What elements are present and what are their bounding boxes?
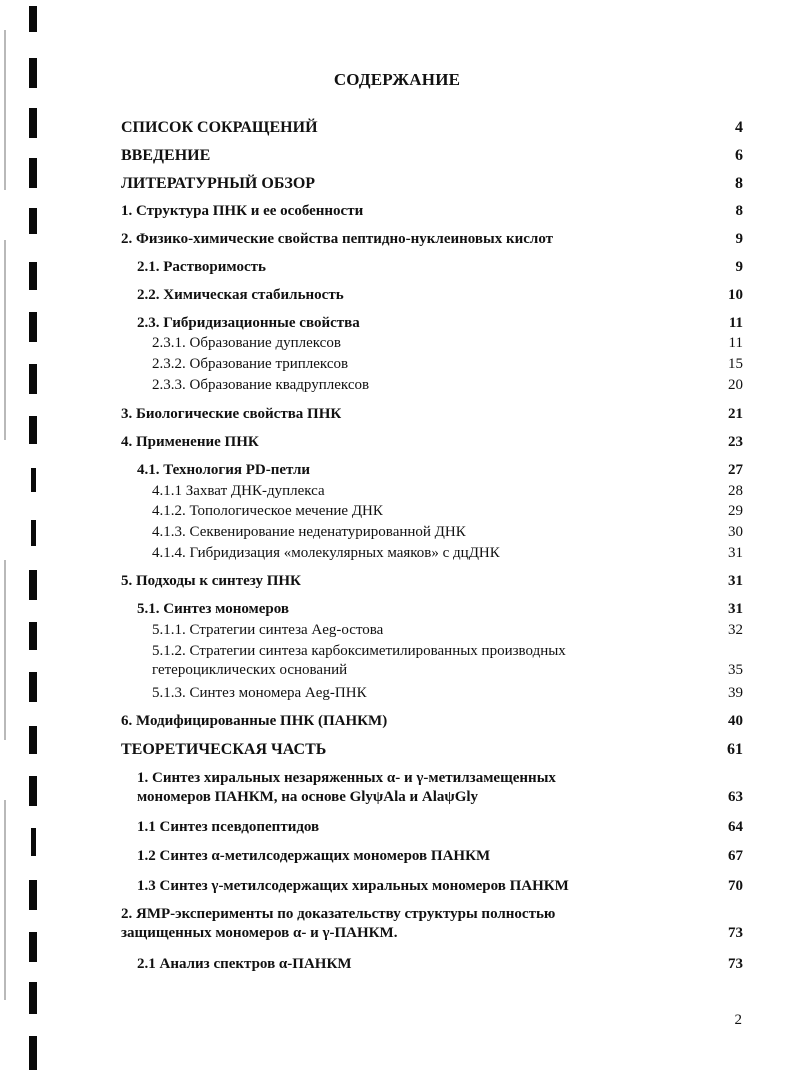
- toc-entry-label: 1. Структура ПНК и ее особенности: [121, 203, 364, 219]
- toc-entry-label: 4.1.4. Гибридизация «молекулярных маяков» с дцДНК: [152, 545, 500, 561]
- toc-entry-label: 1.2 Синтез α-метилсодержащих мономеров ПАНКМ: [137, 848, 491, 864]
- toc-entry: [121, 572, 743, 591]
- toc-entry-page: 31: [728, 601, 743, 617]
- toc-entry-label: [152, 642, 703, 680]
- toc-entry-label: 4.1.1 Захват ДНК-дуплекса: [152, 483, 325, 499]
- toc-entry: [121, 355, 743, 374]
- margin-scribble: [4, 560, 6, 740]
- toc-entry-page: 40: [728, 713, 743, 729]
- toc-entry-page: 28: [728, 483, 743, 499]
- toc-entry: [121, 433, 743, 452]
- toc-entry-page: 70: [728, 878, 743, 894]
- toc-entry: [121, 314, 743, 333]
- toc-entry: [121, 482, 743, 501]
- toc-entry-label: 4.1. Технология PD-петли: [137, 462, 311, 478]
- binding-mark: [29, 622, 37, 650]
- toc-entry: [121, 905, 743, 943]
- toc-entry-page: 15: [728, 356, 743, 372]
- toc-entry-label: 2.1. Растворимость: [137, 259, 266, 275]
- toc-entry: [121, 146, 743, 165]
- toc-entry-label-line: защищенных мономеров α- и γ-ПАНКМ.: [121, 925, 398, 941]
- toc-entry: [121, 818, 743, 837]
- toc-entry-page: 8: [735, 175, 743, 192]
- toc-entry-page: 23: [728, 434, 743, 450]
- toc-entry-page: 11: [728, 315, 743, 331]
- binding-mark: [29, 672, 37, 702]
- toc-entry-label-line: 5.1.2. Стратегии синтеза карбоксиметилированных производных: [152, 643, 566, 659]
- toc-entry-label: 2.3. Гибридизационные свойства: [137, 315, 360, 331]
- toc-entry-label: 2.3.2. Образование триплексов: [152, 356, 349, 372]
- toc-entry-page: 9: [735, 259, 743, 275]
- binding-mark: [29, 158, 37, 188]
- toc-entry-page: 10: [728, 287, 743, 303]
- binding-margin-marks: [0, 0, 40, 1077]
- toc-entry-page: 32: [728, 622, 743, 638]
- toc-entry-label: 4.1.2. Топологическое мечение ДНК: [152, 503, 383, 519]
- binding-mark: [29, 726, 37, 754]
- toc-entry: [121, 769, 743, 807]
- binding-mark: [29, 108, 37, 138]
- toc-entry-label: 2.3.3. Образование квадруплексов: [152, 377, 370, 393]
- binding-mark: [31, 520, 36, 546]
- toc-entry-label: 6. Модифицированные ПНК (ПАНКМ): [121, 713, 388, 729]
- toc-entry-page: 67: [728, 848, 743, 864]
- toc-entry-page: 30: [728, 524, 743, 540]
- margin-scribble: [4, 240, 6, 440]
- toc-entry-page: 21: [728, 406, 743, 422]
- toc-entry-page: 35: [728, 662, 743, 678]
- toc-entry-page: 11: [728, 335, 743, 351]
- toc-entry-label: СПИСОК СОКРАЩЕНИЙ: [121, 119, 318, 136]
- toc-entry: [121, 334, 743, 353]
- binding-mark: [31, 468, 36, 492]
- toc-entry: [121, 118, 743, 137]
- toc-entry: [121, 174, 743, 193]
- binding-mark: [29, 312, 37, 342]
- toc-entry-page: 29: [728, 503, 743, 519]
- binding-mark: [29, 1036, 37, 1070]
- toc-entry-page: 8: [735, 203, 743, 219]
- toc-entry: [121, 523, 743, 542]
- binding-mark: [29, 982, 37, 1014]
- toc-entry-label: ВВЕДЕНИЕ: [121, 147, 211, 164]
- toc-entry-label: 4. Применение ПНК: [121, 434, 259, 450]
- toc-entry-label: 2.3.1. Образование дуплексов: [152, 335, 341, 351]
- toc-entry-page: 73: [728, 925, 743, 941]
- toc-entry-label: ТЕОРЕТИЧЕСКАЯ ЧАСТЬ: [121, 741, 327, 758]
- toc-entry: [121, 502, 743, 521]
- toc-entry-label-line: гетероциклических оснований: [152, 662, 348, 678]
- binding-mark: [29, 262, 37, 290]
- toc-entry-page: 61: [727, 741, 743, 758]
- toc-entry: [121, 600, 743, 619]
- toc-entry-page: 31: [728, 545, 743, 561]
- binding-mark: [29, 208, 37, 234]
- binding-mark: [29, 570, 37, 600]
- toc-entry-label: 2. Физико-химические свойства пептидно-нуклеиновых кислот: [121, 231, 554, 247]
- binding-mark: [29, 416, 37, 444]
- toc-entry-label: [121, 905, 703, 943]
- toc-entry-label: 1.1 Синтез псевдопептидов: [137, 819, 320, 835]
- toc-entry-label: ЛИТЕРАТУРНЫЙ ОБЗОР: [121, 175, 316, 192]
- toc-entry: [121, 202, 743, 221]
- toc-entry: [121, 286, 743, 305]
- toc-entry-page: 4: [735, 119, 743, 136]
- toc-entry-page: 31: [728, 573, 743, 589]
- toc-entry-label: 5.1. Синтез мономеров: [137, 601, 289, 617]
- toc-entry-label: 3. Биологические свойства ПНК: [121, 406, 342, 422]
- toc-entry-page: 6: [735, 147, 743, 164]
- toc-entry: [121, 258, 743, 277]
- toc-entry-label: 1.3 Синтез γ-метилсодержащих хиральных мономеров ПАНКМ: [137, 878, 569, 894]
- toc-entry-page: 39: [728, 685, 743, 701]
- binding-mark: [29, 880, 37, 910]
- toc-entry: [121, 461, 743, 480]
- binding-mark: [29, 364, 37, 394]
- page-number: 2: [734, 1012, 742, 1028]
- toc-entry-page: 63: [728, 789, 743, 805]
- toc-entry-label-line: 1. Синтез хиральных незаряженных α- и γ-метилзамещенных: [137, 770, 556, 786]
- toc-entry: [121, 376, 743, 395]
- toc-entry-page: 27: [728, 462, 743, 478]
- toc-entry-label: [137, 769, 703, 807]
- toc-entry-label: 2.1 Анализ спектров α-ПАНКМ: [137, 956, 352, 972]
- toc-entry: [121, 544, 743, 563]
- toc-entry: [121, 712, 743, 731]
- toc-entry: [121, 877, 743, 896]
- toc-entry: [121, 684, 743, 703]
- margin-scribble: [4, 30, 6, 190]
- page-title: СОДЕРЖАНИЕ: [333, 70, 461, 89]
- toc-entry-label: 5. Подходы к синтезу ПНК: [121, 573, 301, 589]
- toc-entry: [121, 405, 743, 424]
- toc-entry-label: 5.1.1. Стратегии синтеза Aeg-остова: [152, 622, 384, 638]
- toc-entry: [121, 740, 743, 759]
- toc-entry-page: 9: [735, 231, 743, 247]
- toc-entry-label-line: 2. ЯМР-эксперименты по доказательству структуры полностью: [121, 906, 556, 922]
- toc-entry-label: 4.1.3. Секвенирование неденатурированной ДНК: [152, 524, 466, 540]
- toc-entry-page: 64: [728, 819, 743, 835]
- toc-entry: [121, 847, 743, 866]
- toc-entry-page: 73: [728, 956, 743, 972]
- toc-entry: [121, 230, 743, 249]
- toc-entry-page: 20: [728, 377, 743, 393]
- toc-entry-label: 5.1.3. Синтез мономера Aeg-ПНК: [152, 685, 367, 701]
- margin-scribble: [4, 800, 6, 1000]
- toc-entry: [121, 621, 743, 640]
- binding-mark: [31, 828, 36, 856]
- binding-mark: [29, 6, 37, 32]
- toc-entry-label-line: мономеров ПАНКМ, на основе GlyψAla и AlaψGly: [137, 789, 479, 805]
- binding-mark: [29, 776, 37, 806]
- toc-entry: [121, 642, 743, 680]
- binding-mark: [29, 932, 37, 962]
- toc-entry: [121, 955, 743, 974]
- toc-entry-label: 2.2. Химическая стабильность: [137, 287, 344, 303]
